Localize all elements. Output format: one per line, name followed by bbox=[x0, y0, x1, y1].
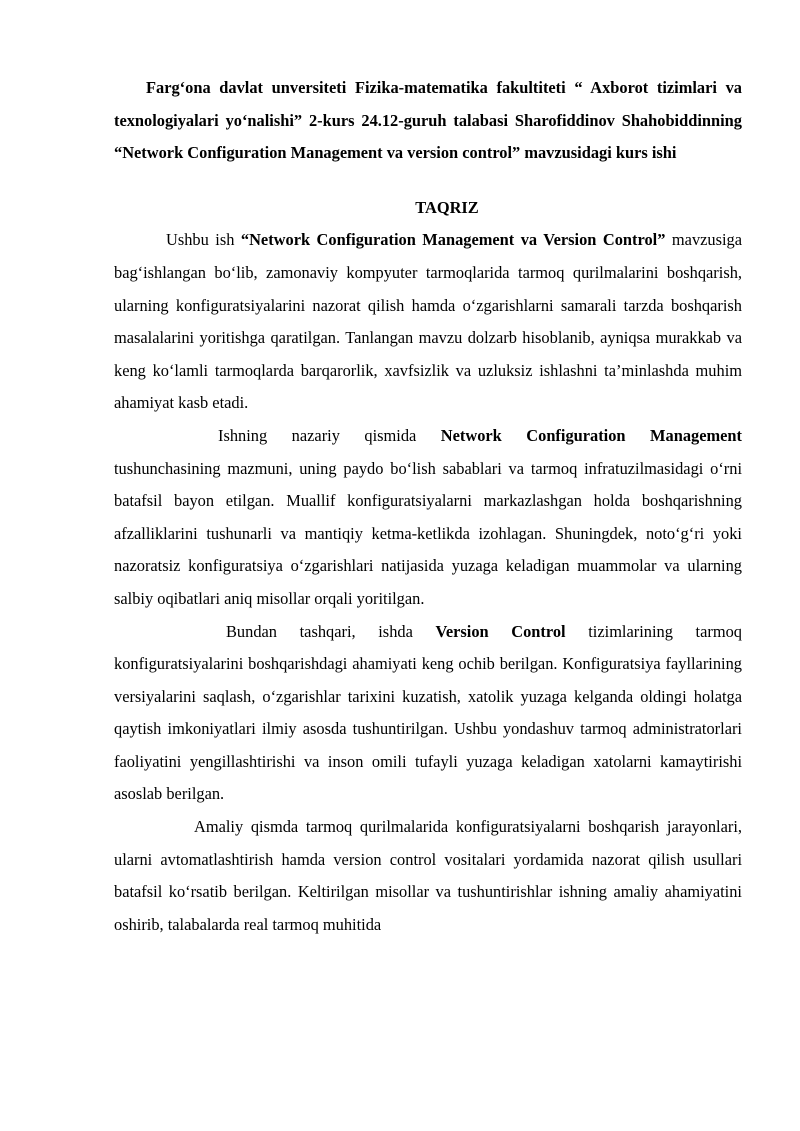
paragraph-text: Ushbu ish bbox=[166, 230, 241, 250]
paragraph-text: tushunchasining mazmuni, uning paydo bo‘lish sabablari va tarmoq infratuzilmasidagi o‘rni batafsil bayon etilgan. Muallif konfiguratsiyalarni markazlashgan holda boshqarishning afzalliklarini tushunarli va mantiqiy ketma-ketlikda izohlagan. Shuningdek, noto‘g‘ri yoki nazoratsiz konfiguratsiya o‘zgarishlari natijasida yuzaga keladigan muammolar va ularning salbiy oqibatlari aniq misollar orqali yoritilgan. bbox=[114, 458, 742, 608]
paragraph-text: Ishning nazariy qismida bbox=[218, 425, 441, 445]
term-bold: Network Configuration Management bbox=[440, 425, 742, 445]
paragraph-text: tizimlarining tarmoq konfiguratsiyalarini boshqarishdagi ahamiyati keng ochib berilgan. Konfiguratsiya fayllarining versiyalarini saqlash, o‘zgarishlar tarixini kuzatish, xatolik yuzaga kelganda oldingi holatga qaytish imkoniyatlari ilmiy asosda tushuntirilgan. Ushbu yondashuv tarmoq administratorlari faoliyatini yengillashtirishi va inson omili tufayli yuzaga keladigan xatolarni kamaytirishi asoslab berilgan. bbox=[114, 621, 742, 804]
paragraph-text: mavzusiga bag‘ishlangan bo‘lib, zamonaviy kompyuter tarmoqlarida tarmoq qurilmalarini boshqarish, ularning konfiguratsiyalarini nazorat qilish hamda o‘zgarishlarni samarali tarzda boshqarish masalalarini yoritishga qaratilgan. Tanlangan mavzu dolzarb hisoblanib, ayniqsa murakkab va keng ko‘lamli tarmoqlarda barqarorlik, xavfsizlik va uzluksiz ishlashni ta’minlashda muhim ahamiyat kasb etadi. bbox=[114, 230, 743, 413]
paragraph-version-control bbox=[114, 616, 742, 812]
document-body bbox=[114, 72, 742, 941]
paragraph-practice bbox=[114, 811, 742, 941]
term-bold: Version Control bbox=[435, 621, 566, 641]
paragraph-text: Amaliy qismda tarmoq qurilmalarida konfiguratsiyalarni boshqarish jarayonlari, ularni avtomatlashtirish hamda version control vositalari yordamida nazorat qilish usullari batafsil ko‘rsatib berilgan. Keltirilgan misollar va tushuntirishlar ishning amaliy ahamiyatini oshirib, talabalarda real tarmoq muhitida bbox=[114, 817, 742, 934]
topic-name-bold: “Network Configuration Management va Version Control” bbox=[240, 230, 666, 250]
paragraph-theory bbox=[114, 420, 742, 616]
course-work-header: Farg‘ona davlat unversiteti Fizika-matematika fakultiteti “ Axborot tizimlari va texnologiyalari yo‘nalishi” 2-kurs 24.12-guruh talabasi Sharofiddinov Shahobiddinning “Network Configuration Management va version control” mavzusidagi kurs ishi bbox=[114, 78, 742, 163]
paragraph-introduction bbox=[114, 224, 742, 420]
paragraph-text: Bundan tashqari, ishda bbox=[226, 621, 436, 641]
review-title: TAQRIZ bbox=[415, 197, 479, 217]
